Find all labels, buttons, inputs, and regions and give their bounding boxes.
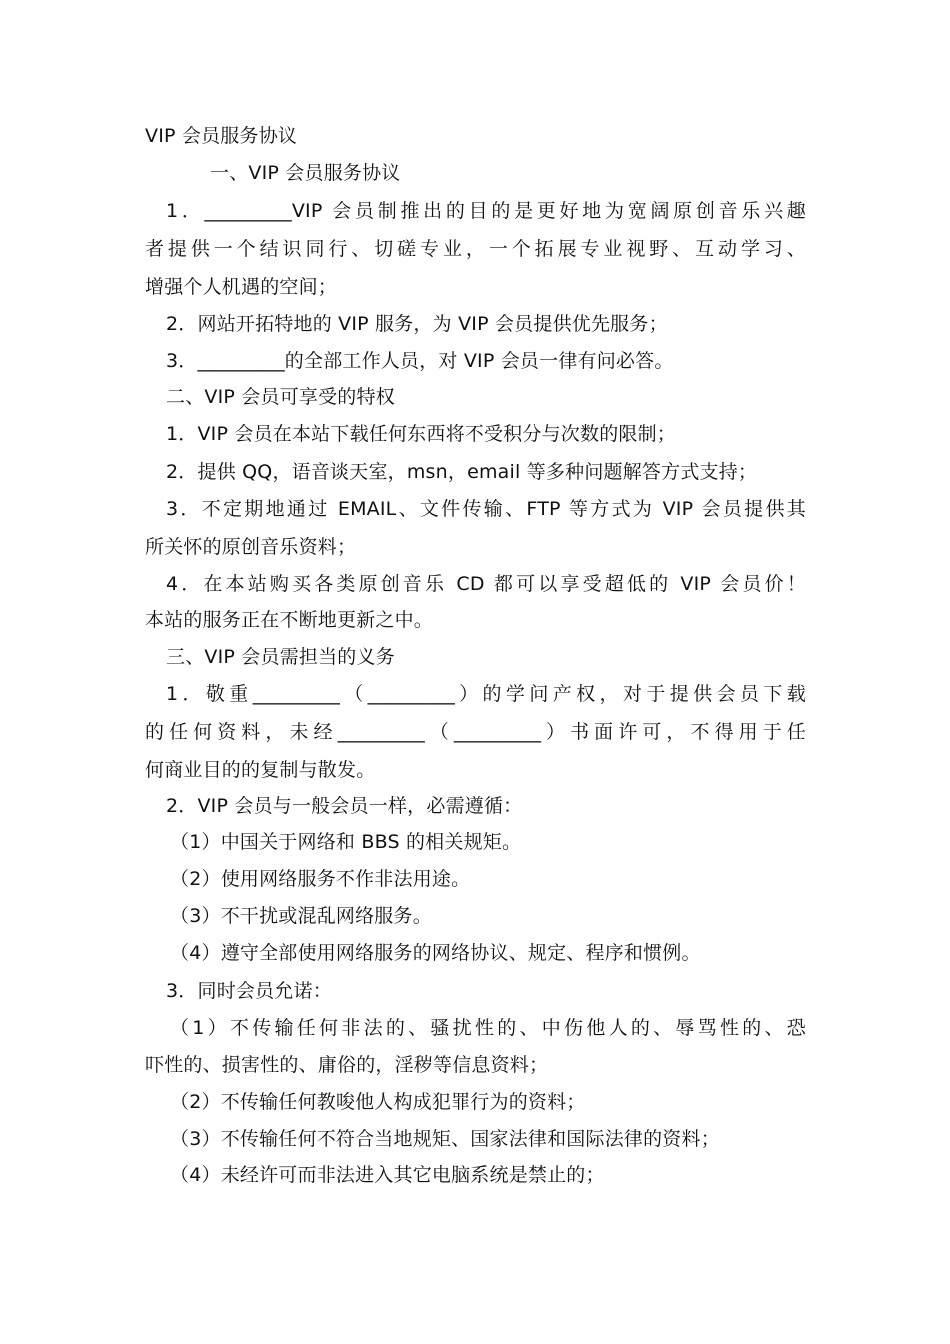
list-item: （4）遵守全部使用网络服务的网络协议、规定、程序和惯例。 [170,942,701,964]
paragraph-line: 所关怀的原创音乐资料； [145,536,357,558]
paragraph-line: 者提供一个结识同行、切磋专业，一个拓展专业视野、互动学习、 [145,238,806,260]
list-item: （1）中国关于网络和 BBS 的相关规矩。 [170,831,522,853]
paragraph-line: 何商业目的的复制与散发。 [145,759,376,781]
paragraph-line: 本站的服务正在不断地更新之中。 [145,609,434,631]
section-heading-1: 一、VIP 会员服务协议 [210,162,401,184]
paragraph-line: 2．VIP 会员与一般会员一样，必需遵循： [166,795,523,817]
list-item: （3）不传输任何不符合当地规矩、国家法律和国际法律的资料； [170,1128,720,1150]
list-item: （2）不传输任何教唆他人构成犯罪行为的资料； [170,1091,586,1113]
paragraph-line: 2．提供 QQ，语音谈天室，msn，email 等多种问题解答方式支持； [166,461,758,483]
list-item: （4）未经许可而非法进入其它电脑系统是禁止的； [170,1164,605,1186]
paragraph-line: 1．_________VIP 会员制推出的目的是更好地为宽阔原创音乐兴趣 [166,200,806,222]
paragraph-line: 3．_________的全部工作人员，对 VIP 会员一律有问必答。 [166,350,674,372]
section-heading-2: 二、VIP 会员可享受的特权 [166,386,395,408]
list-item: （3）不干扰或混乱网络服务。 [170,905,432,927]
paragraph-line: 增强个人机遇的空间； [145,276,338,298]
section-heading-3: 三、VIP 会员需担当的义务 [166,646,395,668]
paragraph-line: 吓性的、损害性的、庸俗的，淫秽等信息资料； [145,1054,549,1076]
paragraph-line: 4．在本站购买各类原创音乐 CD 都可以享受超低的 VIP 会员价！ [166,573,806,595]
list-item: （1）不传输任何非法的、骚扰性的、中伤他人的、辱骂性的、恐 [170,1017,806,1039]
paragraph-line: 3．不定期地通过 EMAIL、文件传输、FTP 等方式为 VIP 会员提供其 [166,498,806,520]
paragraph-line: 2．网站开拓特地的 VIP 服务，为 VIP 会员提供优先服务； [166,313,668,335]
paragraph-line: 3．同时会员允诺： [166,980,332,1002]
document-title: VIP 会员服务协议 [145,125,298,147]
list-item: （2）使用网络服务不作非法用途。 [170,868,471,890]
paragraph-line: 1．敬重_________（_________）的学问产权，对于提供会员下载 [166,683,806,705]
paragraph-line: 的任何资料，未经_________（_________）书面许可，不得用于任 [145,721,806,743]
paragraph-line: 1．VIP 会员在本站下载任何东西将不受积分与次数的限制； [166,423,676,445]
